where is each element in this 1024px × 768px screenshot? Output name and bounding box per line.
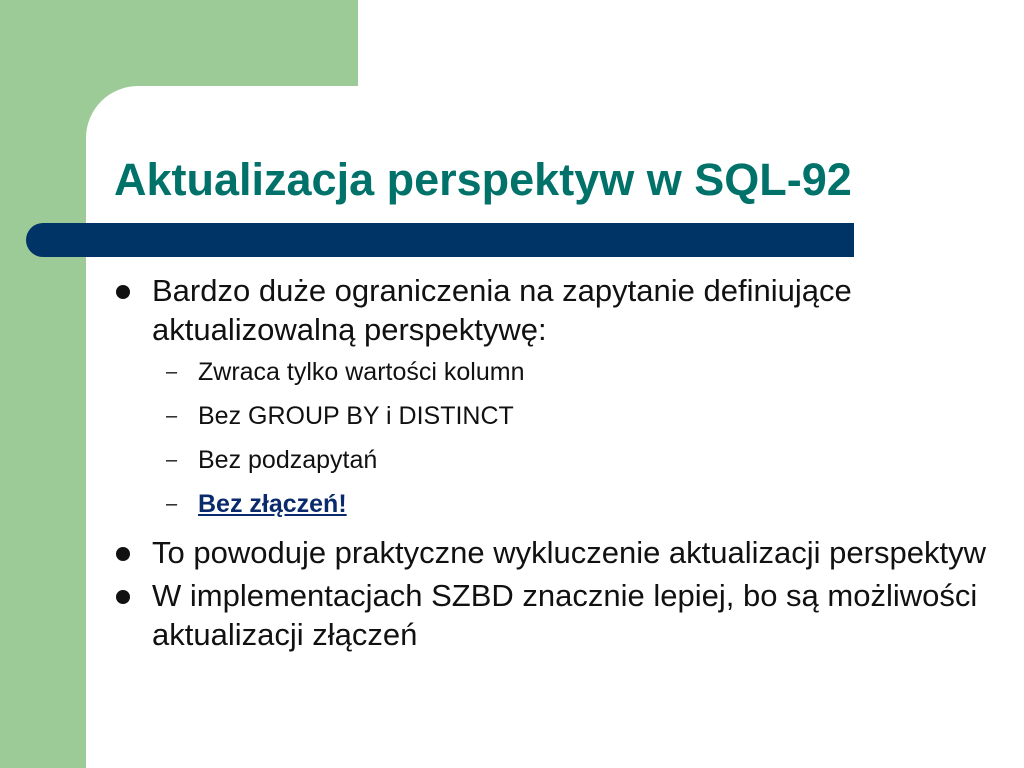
bullet-item (114, 271, 994, 519)
sub-bullet-list (152, 357, 994, 519)
dash-icon: – (166, 405, 178, 427)
sub-bullet-item (152, 445, 994, 475)
sub-bullet-text-emphasized: Bez złączeń! (198, 490, 347, 518)
sub-bullet-text: Bez GROUP BY i DISTINCT (198, 402, 514, 430)
bullet-text: To powoduje praktyczne wykluczenie aktualizacji perspektyw (152, 535, 986, 570)
sub-bullet-item (152, 357, 994, 387)
dash-icon: – (166, 449, 178, 471)
title-divider-bar (26, 223, 854, 257)
dash-icon: – (166, 361, 178, 383)
bullet-text: Bardzo duże ograniczenia na zapytanie definiujące aktualizowalną perspektywę: (152, 273, 852, 347)
bullet-list (114, 271, 994, 658)
dash-icon: – (166, 493, 178, 515)
bullet-dot-icon (116, 590, 130, 604)
slide-title: Aktualizacja perspektyw w SQL-92 (114, 154, 852, 205)
sub-bullet-text: Zwraca tylko wartości kolumn (198, 358, 525, 386)
bullet-text: W implementacjach SZBD znacznie lepiej, bo są możliwości aktualizacji złączeń (152, 578, 978, 652)
sub-bullet-item (152, 489, 994, 519)
sub-bullet-item (152, 401, 994, 431)
bullet-dot-icon (116, 285, 130, 299)
bullet-dot-icon (116, 547, 130, 561)
bullet-item (114, 576, 994, 654)
sub-bullet-text: Bez podzapytań (198, 446, 378, 474)
bullet-item (114, 533, 994, 572)
